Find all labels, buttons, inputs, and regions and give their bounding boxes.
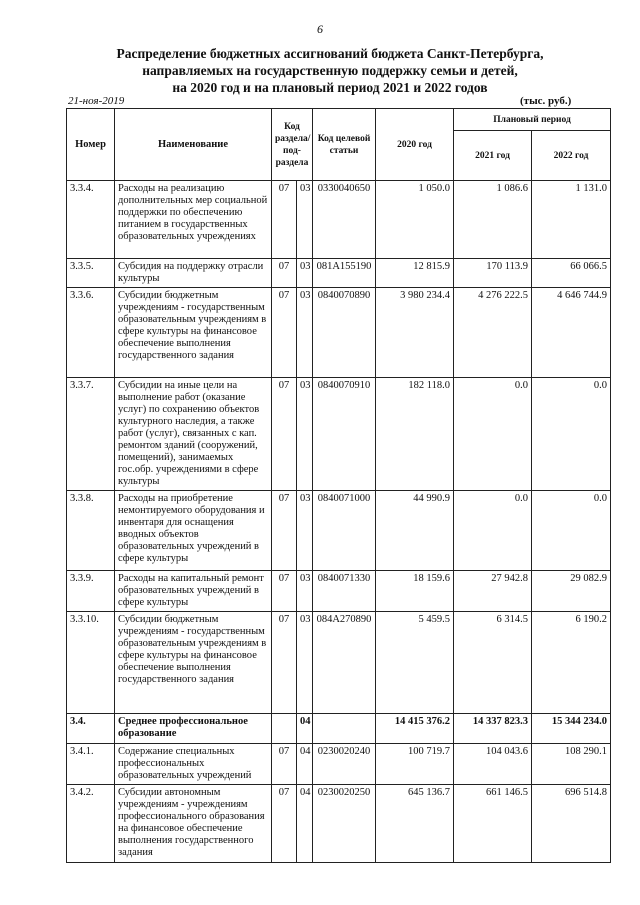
header-2022: 2022 год: [532, 131, 611, 181]
row-value-2022: 6 190.2: [532, 612, 611, 714]
row-subsection: 03: [297, 491, 313, 571]
row-subsection: 04: [297, 744, 313, 785]
row-value-2020: 18 159.6: [376, 571, 454, 612]
row-name: Субсидия на поддержку отрасли культуры: [115, 259, 272, 288]
row-value-2021: 6 314.5: [454, 612, 532, 714]
row-value-2021: 1 086.6: [454, 181, 532, 259]
row-value-2021: 14 337 823.3: [454, 714, 532, 744]
row-number: 3.3.6.: [67, 288, 115, 378]
row-value-2021: 4 276 222.5: [454, 288, 532, 378]
row-number: 3.4.1.: [67, 744, 115, 785]
row-value-2021: 170 113.9: [454, 259, 532, 288]
table-row: [67, 744, 611, 785]
row-value-2022: 66 066.5: [532, 259, 611, 288]
title-line-3: на 2020 год и на плановый период 2021 и 2022 годов: [172, 80, 488, 95]
row-subsection: 03: [297, 612, 313, 714]
row-subsection: 03: [297, 571, 313, 612]
row-subsection: 03: [297, 259, 313, 288]
row-value-2021: 27 942.8: [454, 571, 532, 612]
row-name: Расходы на реализацию дополнительных мер социальной поддержки по обеспечению питанием в государственных образовательных учреждениях: [115, 181, 272, 259]
header-name: Наименование: [115, 109, 272, 181]
row-number: 3.3.9.: [67, 571, 115, 612]
row-section: [272, 714, 297, 744]
row-name: Субсидии бюджетным учреждениям - государственным образовательным учреждениям в сфере культуры на финансовое обеспечение выполнения государственного задания: [115, 612, 272, 714]
row-value-2022: 0.0: [532, 491, 611, 571]
header-section-code: Код раздела/ под- раздела: [272, 109, 313, 181]
row-section: 07: [272, 288, 297, 378]
page-number: 6: [317, 22, 323, 36]
row-subsection: 04: [297, 714, 313, 744]
row-name: Субсидии на иные цели на выполнение работ (оказание услуг) по сохранению объектов культурного наследия, а также работ (услуг), связанных с кап. ремонтом зданий (сооружений, помещений), занимаемых гос.обр. учреждениями в сфере культуры: [115, 378, 272, 491]
row-subsection: 03: [297, 181, 313, 259]
row-value-2022: 0.0: [532, 378, 611, 491]
row-subsection: 03: [297, 288, 313, 378]
row-value-2020: 12 815.9: [376, 259, 454, 288]
table-row: [67, 378, 611, 491]
row-number: 3.4.: [67, 714, 115, 744]
row-name: Субсидии бюджетным учреждениям - государственным образовательным учреждениям в сфере культуры на финансовое обеспечение выполнения государственного задания: [115, 288, 272, 378]
row-number: 3.3.7.: [67, 378, 115, 491]
row-section: 07: [272, 259, 297, 288]
row-value-2020: 1 050.0: [376, 181, 454, 259]
row-value-2021: 104 043.6: [454, 744, 532, 785]
row-value-2020: 645 136.7: [376, 785, 454, 863]
row-number: 3.3.5.: [67, 259, 115, 288]
row-target-code: 0230020250: [313, 785, 376, 863]
row-value-2020: 5 459.5: [376, 612, 454, 714]
row-value-2022: 15 344 234.0: [532, 714, 611, 744]
row-number: 3.3.10.: [67, 612, 115, 714]
row-value-2020: 44 990.9: [376, 491, 454, 571]
row-target-code: 0840070910: [313, 378, 376, 491]
row-section: 07: [272, 612, 297, 714]
table-row: [67, 714, 611, 744]
document-date: 21-ноя-2019: [68, 95, 125, 107]
row-name: Субсидии автономным учреждениям - учреждениям профессионального образования на финансовое обеспечение выполнения государственного задания: [115, 785, 272, 863]
table-row: [67, 491, 611, 571]
row-value-2022: 29 082.9: [532, 571, 611, 612]
row-target-code: 0840071330: [313, 571, 376, 612]
table-row: [67, 259, 611, 288]
row-target-code: 084A270890: [313, 612, 376, 714]
row-value-2022: 108 290.1: [532, 744, 611, 785]
row-target-code: 0840070890: [313, 288, 376, 378]
header-2021: 2021 год: [454, 131, 532, 181]
row-number: 3.4.2.: [67, 785, 115, 863]
row-target-code: 0330040650: [313, 181, 376, 259]
row-subsection: 04: [297, 785, 313, 863]
row-value-2020: 14 415 376.2: [376, 714, 454, 744]
table-row: [67, 181, 611, 259]
row-section: 07: [272, 744, 297, 785]
header-number: Номер: [67, 109, 115, 181]
units-label: (тыс. руб.): [520, 95, 572, 107]
row-section: 07: [272, 571, 297, 612]
row-subsection: 03: [297, 378, 313, 491]
row-value-2020: 182 118.0: [376, 378, 454, 491]
row-value-2022: 696 514.8: [532, 785, 611, 863]
header-target-code: Код целевой статьи: [313, 109, 376, 181]
table-row: [67, 288, 611, 378]
row-name: Среднее профессиональное образование: [115, 714, 272, 744]
row-name: Расходы на приобретение немонтируемого оборудования и инвентаря для оснащения вводных объектов образовательных учреждений в сфере культуры: [115, 491, 272, 571]
row-value-2021: 661 146.5: [454, 785, 532, 863]
row-value-2021: 0.0: [454, 378, 532, 491]
title-line-1: Распределение бюджетных ассигнований бюджета Санкт-Петербурга,: [116, 46, 544, 61]
row-section: 07: [272, 181, 297, 259]
row-value-2022: 1 131.0: [532, 181, 611, 259]
row-value-2021: 0.0: [454, 491, 532, 571]
row-value-2020: 3 980 234.4: [376, 288, 454, 378]
row-name: Содержание специальных профессиональных образовательных учреждений: [115, 744, 272, 785]
row-name: Расходы на капитальный ремонт образовательных учреждений в сфере культуры: [115, 571, 272, 612]
row-number: 3.3.4.: [67, 181, 115, 259]
row-number: 3.3.8.: [67, 491, 115, 571]
row-target-code: [313, 714, 376, 744]
budget-table: [66, 108, 611, 863]
row-value-2020: 100 719.7: [376, 744, 454, 785]
row-target-code: 081A155190: [313, 259, 376, 288]
row-section: 07: [272, 785, 297, 863]
table-row: [67, 612, 611, 714]
table-row: [67, 571, 611, 612]
row-section: 07: [272, 378, 297, 491]
header-planned-period: Плановый период: [454, 109, 611, 131]
row-section: 07: [272, 491, 297, 571]
row-value-2022: 4 646 744.9: [532, 288, 611, 378]
table-row: [67, 785, 611, 863]
document-title: [60, 45, 600, 96]
title-line-2: направляемых на государственную поддержку семьи и детей,: [142, 63, 518, 78]
header-2020: 2020 год: [376, 109, 454, 181]
row-target-code: 0840071000: [313, 491, 376, 571]
row-target-code: 0230020240: [313, 744, 376, 785]
